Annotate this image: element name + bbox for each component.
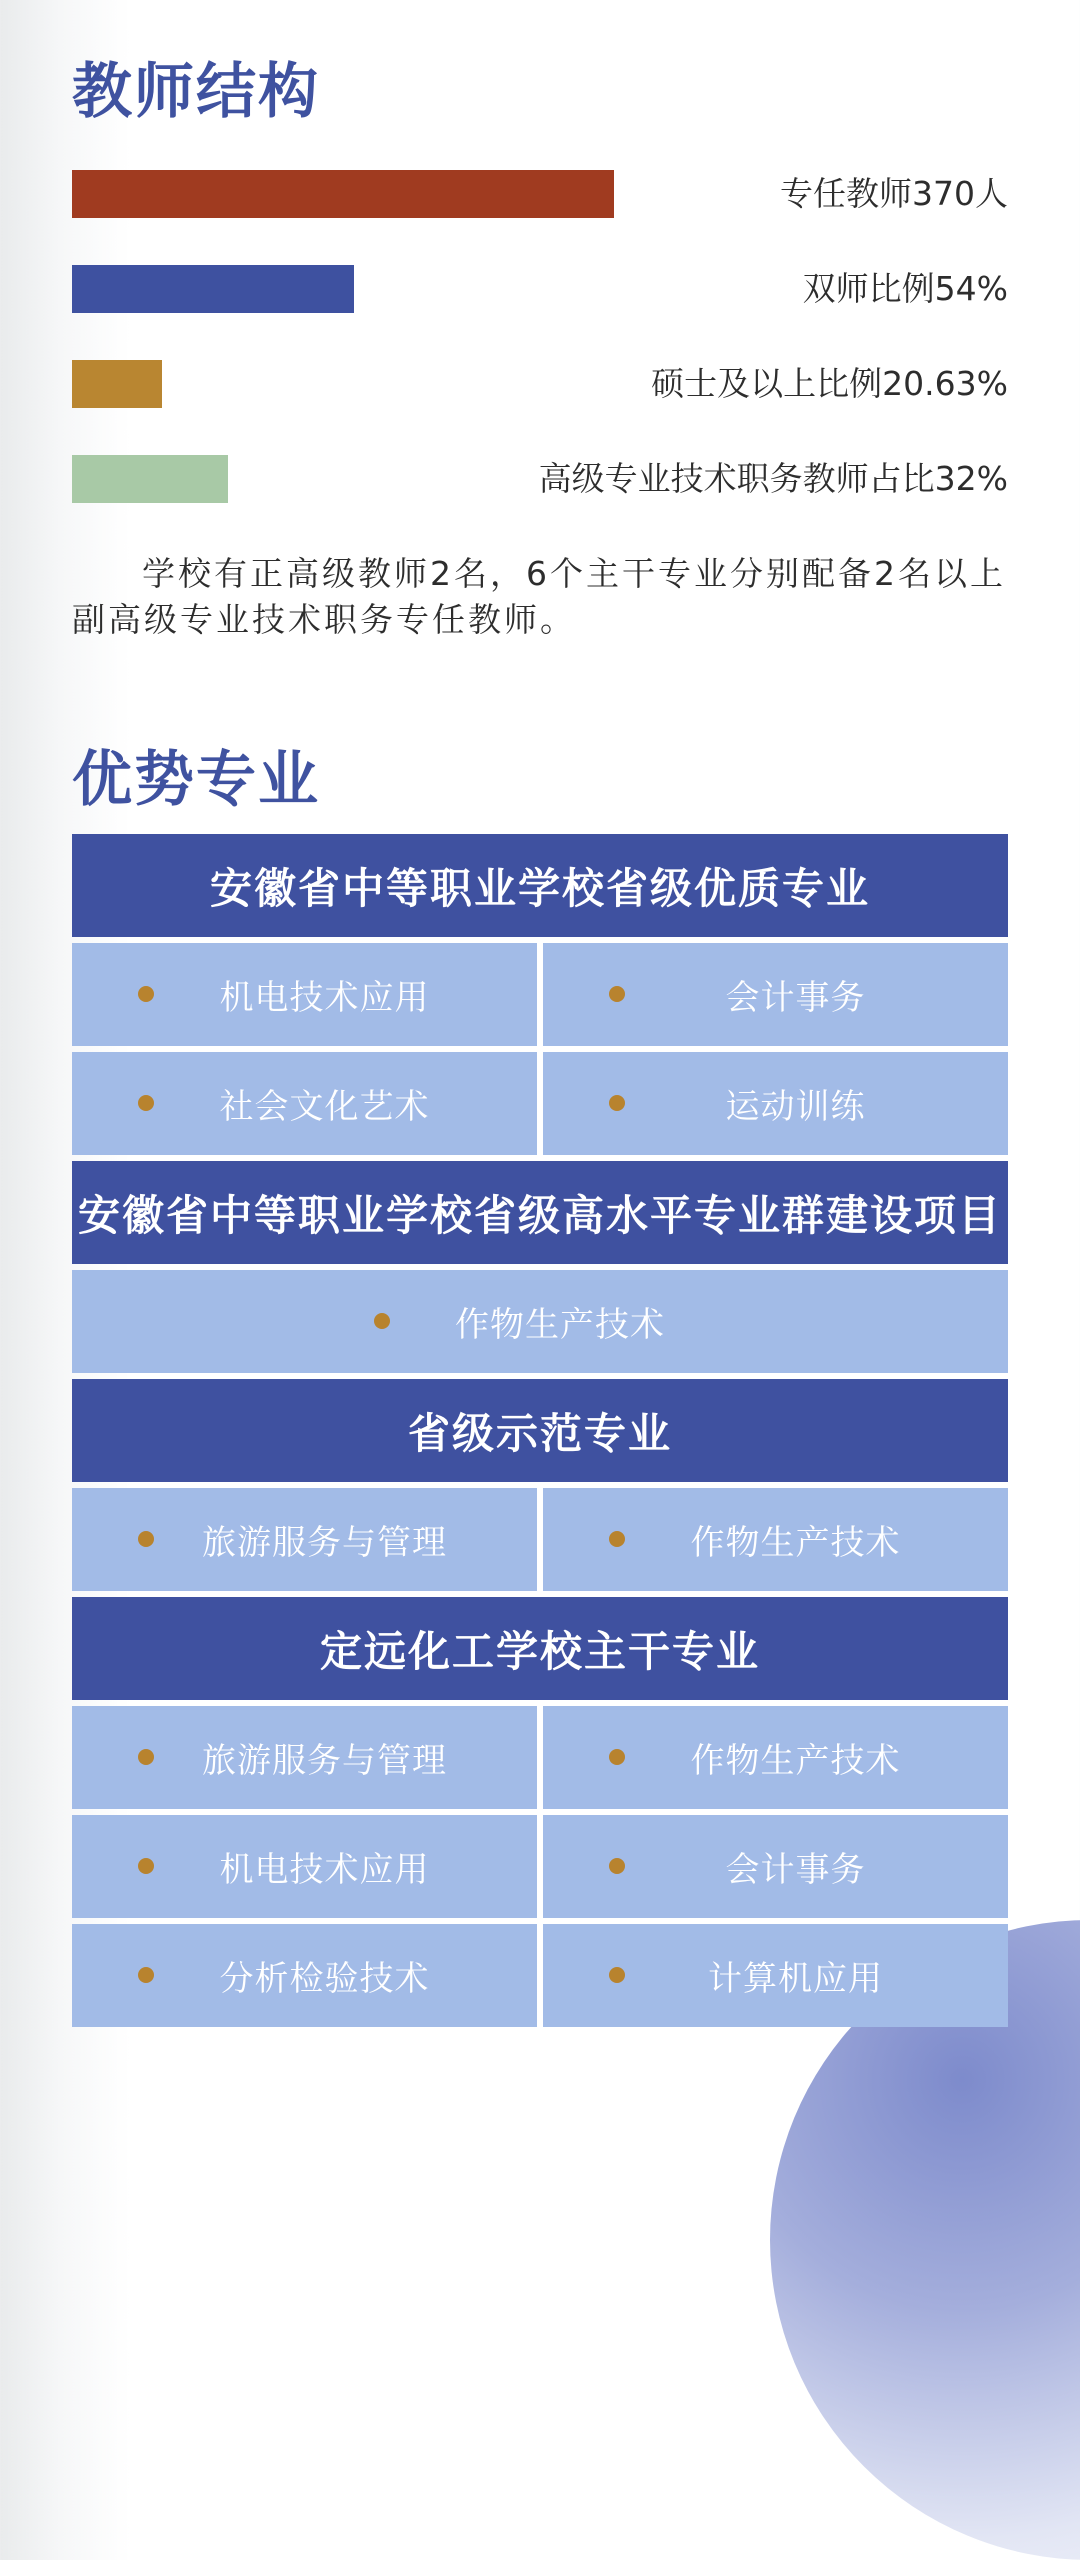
major-cell <box>72 943 537 1046</box>
bullet-dot-icon <box>609 1967 625 1983</box>
teacher-paragraph: 学校有正高级教师2名，6个主干专业分别配备2名以上副高级专业技术职务专任教师。 <box>72 554 1006 639</box>
major-name: 旅游服务与管理 <box>202 1741 447 1781</box>
major-name: 作物生产技术 <box>690 1741 901 1781</box>
group-header: 定远化工学校主干专业 <box>72 1597 1008 1700</box>
stat-bar <box>72 360 162 408</box>
major-cell <box>72 1052 537 1155</box>
group-header: 安徽省中等职业学校省级优质专业 <box>72 834 1008 937</box>
major-name: 会计事务 <box>725 1850 866 1890</box>
stat-bar <box>72 455 228 503</box>
major-name: 计算机应用 <box>708 1959 883 1999</box>
major-name: 分析检验技术 <box>219 1959 430 1999</box>
group-header: 安徽省中等职业学校省级高水平专业群建设项目 <box>72 1161 1008 1264</box>
major-cell <box>72 1488 537 1591</box>
major-name: 会计事务 <box>725 978 866 1018</box>
major-row <box>72 1052 1008 1155</box>
teacher-structure-title: 教师结构 <box>72 57 320 127</box>
stat-row <box>72 455 1008 503</box>
stat-row <box>72 360 1008 408</box>
major-cell <box>543 1488 1008 1591</box>
major-name: 机电技术应用 <box>219 978 430 1018</box>
bullet-dot-icon <box>609 986 625 1002</box>
bullet-dot-icon <box>609 1531 625 1547</box>
majors-table <box>72 834 1008 2033</box>
major-cell <box>543 943 1008 1046</box>
stat-row <box>72 170 1008 218</box>
major-cell <box>543 1924 1008 2027</box>
major-cell <box>72 1706 537 1809</box>
bullet-dot-icon <box>609 1095 625 1111</box>
major-name: 作物生产技术 <box>455 1305 665 1345</box>
bullet-dot-icon <box>609 1858 625 1874</box>
major-cell <box>543 1706 1008 1809</box>
major-row <box>72 1815 1008 1918</box>
advantage-majors-title: 优势专业 <box>72 745 320 815</box>
major-row <box>72 1488 1008 1591</box>
group-header: 省级示范专业 <box>72 1379 1008 1482</box>
stat-label: 高级专业技术职务教师占比32% <box>538 459 1008 498</box>
major-name: 作物生产技术 <box>690 1523 901 1563</box>
stat-row <box>72 265 1008 313</box>
bullet-dot-icon <box>138 986 154 1002</box>
bullet-dot-icon <box>138 1967 154 1983</box>
stat-label: 双师比例54% <box>802 269 1008 308</box>
bullet-dot-icon <box>138 1858 154 1874</box>
stat-label: 专任教师370人 <box>780 174 1008 213</box>
major-row <box>72 943 1008 1046</box>
major-name: 旅游服务与管理 <box>202 1523 447 1563</box>
major-row <box>72 1706 1008 1809</box>
major-name: 机电技术应用 <box>219 1850 430 1890</box>
bullet-dot-icon <box>138 1531 154 1547</box>
major-row <box>72 1270 1008 1373</box>
stat-bar <box>72 265 354 313</box>
major-cell <box>72 1270 1008 1373</box>
major-cell <box>543 1052 1008 1155</box>
major-name: 社会文化艺术 <box>219 1087 430 1127</box>
major-row <box>72 1924 1008 2027</box>
major-cell <box>543 1815 1008 1918</box>
bullet-dot-icon <box>374 1313 390 1329</box>
bullet-dot-icon <box>609 1749 625 1765</box>
stat-label: 硕士及以上比例20.63% <box>651 364 1008 403</box>
bullet-dot-icon <box>138 1095 154 1111</box>
major-cell <box>72 1815 537 1918</box>
major-name: 运动训练 <box>725 1087 866 1127</box>
major-cell <box>72 1924 537 2027</box>
stat-bar <box>72 170 614 218</box>
bullet-dot-icon <box>138 1749 154 1765</box>
